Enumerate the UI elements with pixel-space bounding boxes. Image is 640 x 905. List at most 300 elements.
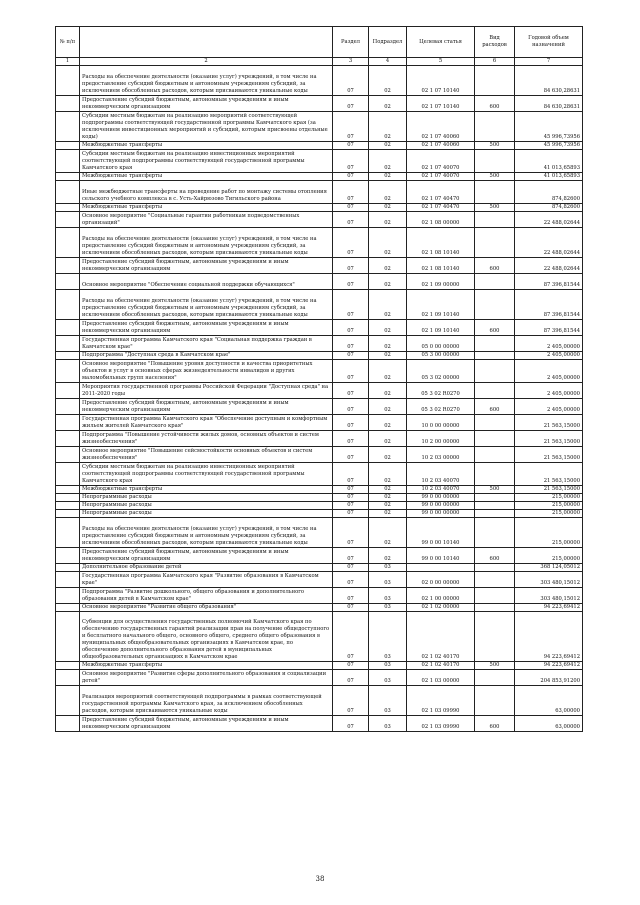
row-num <box>56 142 80 150</box>
table-row <box>56 612 583 662</box>
row-section: 07 <box>333 66 369 96</box>
colnum: 5 <box>407 58 475 66</box>
table-row <box>56 588 583 604</box>
table-row <box>56 494 583 502</box>
row-subsection: 02 <box>369 181 407 204</box>
row-name: Субсидии местным бюджетам на реализацию инвестиционных мероприятий соответствующей подпрограммы соответствующей государственной программы Камчатского края <box>80 463 333 486</box>
table-row <box>56 415 583 431</box>
row-total: 41 013,65893 <box>515 150 583 173</box>
row-section: 07 <box>333 686 369 716</box>
row-subsection: 02 <box>369 383 407 399</box>
table-row <box>56 212 583 228</box>
table-row <box>56 320 583 336</box>
row-num <box>56 352 80 360</box>
row-exp: 600 <box>475 258 515 274</box>
row-name: Предоставление субсидий бюджетным, автономным учреждениям и иным некоммерческим организациям <box>80 96 333 112</box>
table-row <box>56 290 583 320</box>
row-exp <box>475 228 515 258</box>
row-subsection: 02 <box>369 463 407 486</box>
row-subsection: 02 <box>369 518 407 548</box>
row-exp <box>475 447 515 463</box>
row-num <box>56 463 80 486</box>
row-target: 02 1 07 40470 <box>407 181 475 204</box>
table-row <box>56 142 583 150</box>
row-total: 45 996,73956 <box>515 142 583 150</box>
row-section: 07 <box>333 604 369 612</box>
row-subsection: 02 <box>369 66 407 96</box>
colnum: 4 <box>369 58 407 66</box>
row-total: 63,00000 <box>515 716 583 732</box>
table-row <box>56 447 583 463</box>
row-exp <box>475 510 515 518</box>
row-num <box>56 383 80 399</box>
table-row <box>56 96 583 112</box>
row-exp <box>475 572 515 588</box>
table-row <box>56 181 583 204</box>
table-row <box>56 486 583 494</box>
row-target: 10 0 00 00000 <box>407 415 475 431</box>
row-name: Государственная программа Камчатского края "Социальная поддержка граждан в Камчатском крае" <box>80 336 333 352</box>
table-row <box>56 463 583 486</box>
row-total: 2 405,00000 <box>515 352 583 360</box>
row-exp <box>475 181 515 204</box>
row-target: 05 0 00 00000 <box>407 336 475 352</box>
row-target: 02 1 07 10140 <box>407 96 475 112</box>
header-subsection: Подраздел <box>369 27 407 58</box>
colnum: 7 <box>515 58 583 66</box>
row-section: 07 <box>333 572 369 588</box>
row-num <box>56 548 80 564</box>
row-num <box>56 258 80 274</box>
row-target: 02 1 02 00000 <box>407 604 475 612</box>
row-section: 07 <box>333 431 369 447</box>
row-target: 99 0 00 00000 <box>407 510 475 518</box>
table-row <box>56 383 583 399</box>
row-target: 02 1 07 40060 <box>407 112 475 142</box>
row-section: 07 <box>333 486 369 494</box>
row-total: 215,00000 <box>515 518 583 548</box>
row-target: 02 1 08 00000 <box>407 212 475 228</box>
table-row <box>56 173 583 181</box>
table-row <box>56 228 583 258</box>
row-total: 21 563,15000 <box>515 463 583 486</box>
table-row <box>56 604 583 612</box>
row-num <box>56 670 80 686</box>
row-total: 204 853,91200 <box>515 670 583 686</box>
row-target: 02 1 07 40060 <box>407 142 475 150</box>
row-total: 2 405,00000 <box>515 399 583 415</box>
row-section: 07 <box>333 383 369 399</box>
row-target: 99 0 00 10140 <box>407 548 475 564</box>
row-name: Непрограммные расходы <box>80 502 333 510</box>
row-exp: 600 <box>475 96 515 112</box>
row-target: 10 2 03 40070 <box>407 463 475 486</box>
row-name: Расходы на обеспечение деятельности (оказание услуг) учреждений, в том числе на предоставление субсидий бюджетным и автономным учреждениям субсидий, за исключением обособленных расходов, которым присваиваются уникальные коды <box>80 518 333 548</box>
row-total: 84 630,28631 <box>515 96 583 112</box>
row-exp: 600 <box>475 716 515 732</box>
row-num <box>56 336 80 352</box>
row-num <box>56 662 80 670</box>
row-exp <box>475 494 515 502</box>
table-row <box>56 662 583 670</box>
row-total: 84 630,28631 <box>515 66 583 96</box>
row-name: Реализация мероприятий соответствующей подпрограммы в рамках соответствующей государственной программы Камчатского края, за исключением обособленных расходов, которым присваиваются уникальные коды <box>80 686 333 716</box>
row-subsection: 02 <box>369 274 407 290</box>
row-total: 22 488,02644 <box>515 228 583 258</box>
row-num <box>56 96 80 112</box>
row-section: 07 <box>333 96 369 112</box>
row-subsection: 02 <box>369 415 407 431</box>
colnum: 3 <box>333 58 369 66</box>
row-name: Предоставление субсидий бюджетным, автономным учреждениям и иным некоммерческим организациям <box>80 320 333 336</box>
row-name: Основное мероприятие "Социальные гарантии работникам подведомственных организаций" <box>80 212 333 228</box>
row-num <box>56 150 80 173</box>
row-exp: 500 <box>475 204 515 212</box>
row-section: 07 <box>333 142 369 150</box>
row-exp: 500 <box>475 173 515 181</box>
row-total: 63,00000 <box>515 686 583 716</box>
row-section: 07 <box>333 112 369 142</box>
row-name: Основное мероприятие "Обеспечение социальной поддержки обучающихся" <box>80 274 333 290</box>
row-exp: 600 <box>475 548 515 564</box>
table-header-row <box>56 27 583 58</box>
row-num <box>56 204 80 212</box>
table-row <box>56 502 583 510</box>
row-target: 02 1 08 10140 <box>407 258 475 274</box>
table-row <box>56 670 583 686</box>
table-row <box>56 352 583 360</box>
row-num <box>56 604 80 612</box>
row-name: Государственная программа Камчатского края "Развитие образования в Камчатском крае" <box>80 572 333 588</box>
row-section: 07 <box>333 150 369 173</box>
row-total: 2 405,00000 <box>515 383 583 399</box>
row-num <box>56 212 80 228</box>
table-row <box>56 150 583 173</box>
row-num <box>56 686 80 716</box>
row-subsection: 02 <box>369 96 407 112</box>
row-target: 02 1 09 10140 <box>407 290 475 320</box>
row-name: Основное мероприятие "Повышение уровня доступности и качества приоритетных объектов и услуг в основных сферах жизнедеятельности инвалидов и других маломобильных групп населения" <box>80 360 333 383</box>
row-subsection: 03 <box>369 686 407 716</box>
row-target: 02 1 03 09990 <box>407 686 475 716</box>
row-total: 215,00000 <box>515 510 583 518</box>
row-total: 21 563,15000 <box>515 431 583 447</box>
row-exp <box>475 383 515 399</box>
row-num <box>56 228 80 258</box>
row-target: 02 1 09 00000 <box>407 274 475 290</box>
row-name: Субсидии местным бюджетам на реализацию инвестиционных мероприятий соответствующей подпрограммы соответствующей государственной программы Камчатского края <box>80 150 333 173</box>
row-target: 10 2 03 00000 <box>407 447 475 463</box>
row-total: 21 563,15000 <box>515 486 583 494</box>
row-num <box>56 112 80 142</box>
row-section: 07 <box>333 662 369 670</box>
row-total: 21 563,15000 <box>515 447 583 463</box>
row-exp <box>475 431 515 447</box>
row-section: 07 <box>333 228 369 258</box>
row-section: 07 <box>333 447 369 463</box>
row-total: 22 488,02644 <box>515 212 583 228</box>
row-num <box>56 716 80 732</box>
row-num <box>56 612 80 662</box>
row-target: 02 1 03 00000 <box>407 670 475 686</box>
row-subsection: 02 <box>369 486 407 494</box>
row-section: 07 <box>333 360 369 383</box>
row-num <box>56 494 80 502</box>
row-target: 02 1 00 00000 <box>407 588 475 604</box>
row-subsection: 02 <box>369 502 407 510</box>
colnum: 6 <box>475 58 515 66</box>
row-name: Предоставление субсидий бюджетным, автономным учреждениям и иным некоммерческим организациям <box>80 399 333 415</box>
row-section: 07 <box>333 518 369 548</box>
row-target: 02 0 00 00000 <box>407 572 475 588</box>
table-row <box>56 336 583 352</box>
row-num <box>56 415 80 431</box>
row-subsection: 02 <box>369 204 407 212</box>
row-total: 87 396,81544 <box>515 290 583 320</box>
row-section: 07 <box>333 463 369 486</box>
row-subsection: 02 <box>369 360 407 383</box>
row-num <box>56 447 80 463</box>
row-target: 10 2 00 00000 <box>407 431 475 447</box>
row-subsection: 03 <box>369 604 407 612</box>
row-name: Предоставление субсидий бюджетным, автономным учреждениям и иным некоммерческим организациям <box>80 548 333 564</box>
row-exp <box>475 670 515 686</box>
row-total: 215,00000 <box>515 494 583 502</box>
header-num: № п/п <box>56 27 80 58</box>
page-number: 38 <box>315 875 325 883</box>
row-subsection: 02 <box>369 494 407 502</box>
row-exp <box>475 502 515 510</box>
row-name: Непрограммные расходы <box>80 494 333 502</box>
table-row <box>56 112 583 142</box>
row-exp <box>475 604 515 612</box>
row-target: 05 3 02 R0270 <box>407 383 475 399</box>
row-section: 07 <box>333 502 369 510</box>
row-subsection: 02 <box>369 173 407 181</box>
table-row <box>56 431 583 447</box>
row-subsection: 03 <box>369 662 407 670</box>
row-section: 07 <box>333 204 369 212</box>
row-name: Предоставление субсидий бюджетным, автономным учреждениям и иным некоммерческим организациям <box>80 258 333 274</box>
row-total: 94 223,69412 <box>515 662 583 670</box>
row-num <box>56 564 80 572</box>
row-target: 05 3 02 R0270 <box>407 399 475 415</box>
row-name: Межбюджетные трансферты <box>80 486 333 494</box>
row-subsection: 02 <box>369 399 407 415</box>
row-target: 02 1 08 10140 <box>407 228 475 258</box>
row-total: 303 480,15012 <box>515 572 583 588</box>
row-target: 05 3 02 00000 <box>407 360 475 383</box>
row-target: 02 1 02 40170 <box>407 662 475 670</box>
header-section: Раздел <box>333 27 369 58</box>
table-row <box>56 716 583 732</box>
row-total: 87 396,81544 <box>515 274 583 290</box>
row-name: Предоставление субсидий бюджетным, автономным учреждениям и иным некоммерческим организациям <box>80 716 333 732</box>
row-num <box>56 274 80 290</box>
row-subsection: 02 <box>369 150 407 173</box>
row-exp <box>475 463 515 486</box>
row-target: 02 1 09 10140 <box>407 320 475 336</box>
row-target <box>407 564 475 572</box>
row-exp <box>475 66 515 96</box>
row-name: Мероприятия государственной программы Российской Федерации "Доступная среда" на 2011-2020 годы <box>80 383 333 399</box>
row-name: Расходы на обеспечение деятельности (оказание услуг) учреждений, в том числе на предоставление субсидий бюджетным и автономным учреждениям субсидий, за исключением обособленных расходов, которым присваиваются уникальные коды <box>80 66 333 96</box>
row-name: Межбюджетные трансферты <box>80 173 333 181</box>
row-target: 02 1 02 40170 <box>407 612 475 662</box>
table-row <box>56 548 583 564</box>
row-exp <box>475 518 515 548</box>
row-name: Дополнительное образование детей <box>80 564 333 572</box>
column-number-row <box>56 58 583 66</box>
row-target: 02 1 07 10140 <box>407 66 475 96</box>
row-total: 874,82600 <box>515 204 583 212</box>
row-num <box>56 572 80 588</box>
row-total: 303 480,15012 <box>515 588 583 604</box>
row-num <box>56 66 80 96</box>
row-name: Межбюджетные трансферты <box>80 204 333 212</box>
row-section: 07 <box>333 212 369 228</box>
row-subsection: 02 <box>369 352 407 360</box>
row-subsection: 02 <box>369 431 407 447</box>
row-total: 41 013,65893 <box>515 173 583 181</box>
row-target: 02 1 07 40070 <box>407 173 475 181</box>
row-exp <box>475 112 515 142</box>
row-exp <box>475 360 515 383</box>
table-row <box>56 204 583 212</box>
row-section: 07 <box>333 352 369 360</box>
row-num <box>56 181 80 204</box>
row-section: 07 <box>333 290 369 320</box>
row-target: 02 1 07 40070 <box>407 150 475 173</box>
row-num <box>56 320 80 336</box>
row-section: 07 <box>333 173 369 181</box>
row-section: 07 <box>333 510 369 518</box>
row-subsection: 02 <box>369 212 407 228</box>
row-name: Субсидии местным бюджетам на реализацию мероприятий соответствующей подпрограммы соответствующей государственной программы Камчатского края (за исключением инвестиционных мероприятий и субсидий, которым присвоены отдельные коды) <box>80 112 333 142</box>
row-subsection: 03 <box>369 564 407 572</box>
row-subsection: 02 <box>369 228 407 258</box>
row-subsection: 02 <box>369 290 407 320</box>
row-total: 2 405,00000 <box>515 336 583 352</box>
table-row <box>56 686 583 716</box>
row-exp <box>475 212 515 228</box>
row-name: Основное мероприятие "Развитие сферы дополнительного образования и социализации детей" <box>80 670 333 686</box>
row-section: 07 <box>333 415 369 431</box>
row-section: 07 <box>333 588 369 604</box>
row-num <box>56 360 80 383</box>
row-name: Подпрограмма "Развитие дошкольного, общего образования и дополнительного образования детей в Камчатском крае" <box>80 588 333 604</box>
row-target: 02 1 03 09990 <box>407 716 475 732</box>
row-exp <box>475 564 515 572</box>
row-section: 07 <box>333 320 369 336</box>
row-exp: 500 <box>475 142 515 150</box>
row-total: 87 396,81544 <box>515 320 583 336</box>
row-total: 215,00000 <box>515 502 583 510</box>
row-subsection: 02 <box>369 548 407 564</box>
row-name: Расходы на обеспечение деятельности (оказание услуг) учреждений, в том числе на предоставление субсидий бюджетным и автономным учреждениям субсидий, за исключением обособленных расходов, которым присваиваются уникальные коды <box>80 228 333 258</box>
row-num <box>56 399 80 415</box>
header-name <box>80 27 333 58</box>
row-num <box>56 510 80 518</box>
row-subsection: 03 <box>369 612 407 662</box>
row-section: 07 <box>333 181 369 204</box>
row-section: 07 <box>333 716 369 732</box>
row-subsection: 02 <box>369 510 407 518</box>
row-exp <box>475 686 515 716</box>
row-subsection: 02 <box>369 142 407 150</box>
row-section: 07 <box>333 564 369 572</box>
header-total: Годовой объем назначений <box>515 27 583 58</box>
row-name: Государственная программа Камчатского края "Обеспечение доступным и комфортным жильем жителей Камчатского края" <box>80 415 333 431</box>
budget-table-sheet <box>55 26 582 732</box>
row-name: Субвенции для осуществления государственных полномочий Камчатского края по обеспечению государственных гарантий реализации прав на получение общедоступного и бесплатного начального общего, основного общего, среднего общего образования в муниципальных общеобразовательных организациях в Камчатском крае, по обеспечению дополнительного образования детей в муниципальных общеобразовательных организациях в Камчатском крае <box>80 612 333 662</box>
row-exp <box>475 336 515 352</box>
row-name: Подпрограмма "Доступная среда в Камчатском крае" <box>80 352 333 360</box>
row-name: Межбюджетные трансферты <box>80 662 333 670</box>
row-target: 99 0 00 00000 <box>407 502 475 510</box>
row-total: 368 124,05012 <box>515 564 583 572</box>
row-total: 21 563,15000 <box>515 415 583 431</box>
row-num <box>56 588 80 604</box>
colnum: 2 <box>80 58 333 66</box>
row-total: 874,82600 <box>515 181 583 204</box>
row-exp <box>475 150 515 173</box>
row-num <box>56 290 80 320</box>
row-exp <box>475 274 515 290</box>
header-target: Целевая статья <box>407 27 475 58</box>
table-row <box>56 572 583 588</box>
row-subsection: 03 <box>369 670 407 686</box>
row-exp <box>475 415 515 431</box>
row-subsection: 03 <box>369 716 407 732</box>
row-name: Межбюджетные трансферты <box>80 142 333 150</box>
row-exp: 500 <box>475 486 515 494</box>
row-subsection: 02 <box>369 320 407 336</box>
row-section: 07 <box>333 494 369 502</box>
row-total: 215,00000 <box>515 548 583 564</box>
row-num <box>56 502 80 510</box>
row-subsection: 02 <box>369 336 407 352</box>
row-total: 94 223,69412 <box>515 612 583 662</box>
budget-table <box>55 26 583 732</box>
row-exp: 600 <box>475 399 515 415</box>
row-exp <box>475 290 515 320</box>
row-section: 07 <box>333 612 369 662</box>
row-num <box>56 518 80 548</box>
row-num <box>56 431 80 447</box>
row-name: Основное мероприятие "Развитие общего образования" <box>80 604 333 612</box>
row-exp <box>475 352 515 360</box>
row-num <box>56 173 80 181</box>
row-exp: 600 <box>475 320 515 336</box>
row-num <box>56 486 80 494</box>
row-section: 07 <box>333 274 369 290</box>
row-total: 22 488,02644 <box>515 258 583 274</box>
colnum: 1 <box>56 58 80 66</box>
row-name: Расходы на обеспечение деятельности (оказание услуг) учреждений, в том числе на предоставление субсидий бюджетным и автономным учреждениям субсидий, за исключением обособленных расходов, которым присваиваются уникальные коды <box>80 290 333 320</box>
row-name: Иные межбюджетные трансферты на проведение работ по монтажу системы отопления сельского учебного комплекса в с. Усть-Хайрюзово Тигильского района <box>80 181 333 204</box>
row-section: 07 <box>333 399 369 415</box>
row-target: 02 1 07 40470 <box>407 204 475 212</box>
row-exp <box>475 588 515 604</box>
row-subsection: 02 <box>369 447 407 463</box>
header-exp: Вид расходов <box>475 27 515 58</box>
row-total: 45 996,73956 <box>515 112 583 142</box>
table-row <box>56 399 583 415</box>
row-subsection: 03 <box>369 572 407 588</box>
row-section: 07 <box>333 258 369 274</box>
table-body <box>56 66 583 732</box>
